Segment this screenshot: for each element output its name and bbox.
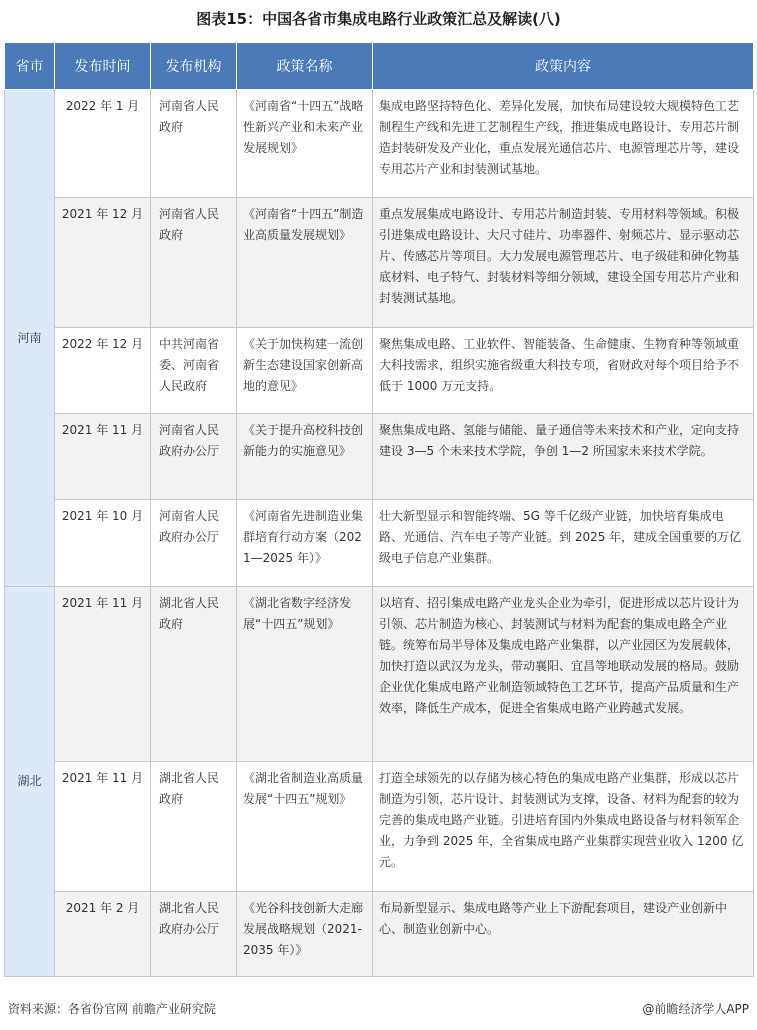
row-org: 河南省人民政府 (151, 198, 237, 328)
chart-title: 图表15：中国各省市集成电路行业政策汇总及解读(八) (196, 10, 561, 28)
row-org: 河南省人民政府办公厅 (151, 500, 237, 587)
header-policy-content: 政策内容 (373, 43, 754, 90)
row-org: 湖北省人民政府办公厅 (151, 892, 237, 977)
row-policy-name: 《湖北省数字经济发展“十四五”规划》 (237, 587, 373, 762)
row-date: 2021 年 10 月 (55, 500, 151, 587)
table-row (5, 414, 754, 500)
row-policy-content: 以培育、招引集成电路产业龙头企业为牵引，促进形成以芯片设计为引领、芯片制造为核心、封装测试与材料为配套的集成电路全产业链。统筹布局半导体及集成电路产业集群，以产业园区为发展载体，加快打造以武汉为龙头，带动襄阳、宜昌等地联动发展的格局。鼓励企业优化集成电路产业制造领域特色工艺环节，提高产品质量和生产效率，降低生产成本，促进全省集成电路产业跨越式发展。 (373, 587, 754, 762)
table-row (5, 892, 754, 977)
row-policy-name: 《河南省“十四五”战略性新兴产业和未来产业发展规划》 (237, 90, 373, 198)
table-row (5, 587, 754, 762)
row-date: 2021 年 11 月 (55, 587, 151, 762)
brand-label: @前瞻经济学人APP (642, 1002, 749, 1016)
row-policy-name: 《关于加快构建一流创新生态建设国家创新高地的意见》 (237, 328, 373, 414)
table-row (5, 762, 754, 892)
header-policy-name: 政策名称 (237, 43, 373, 90)
header-date: 发布时间 (55, 43, 151, 90)
row-org: 湖北省人民政府 (151, 587, 237, 762)
row-policy-content: 集成电路坚持特色化、差异化发展，加快布局建设较大规模特色工艺制程生产线和先进工艺制程生产线，推进集成电路设计、专用芯片制造封装研发及产业化，重点发展光通信芯片、电源管理芯片等，建设专用芯片产业和封装测试基地。 (373, 90, 754, 198)
table-row (5, 500, 754, 587)
province-cell-hubei: 湖北 (5, 587, 55, 977)
table-row (5, 90, 754, 198)
row-org: 河南省人民政府办公厅 (151, 414, 237, 500)
table-header-row (5, 43, 754, 90)
row-policy-content: 重点发展集成电路设计、专用芯片制造封装、专用材料等领域。积极引进集成电路设计、大尺寸硅片、功率器件、射频芯片、显示驱动芯片、传感芯片等项目。大力发展电源管理芯片、电子级硅和砷化物基底材料、电子特气、封装材料等细分领域，建设全国专用芯片产业和封装测试基地。 (373, 198, 754, 328)
row-date: 2022 年 1 月 (55, 90, 151, 198)
row-policy-name: 《湖北省制造业高质量发展“十四五”规划》 (237, 762, 373, 892)
table-row (5, 198, 754, 328)
row-policy-content: 打造全球领先的以存储为核心特色的集成电路产业集群，形成以芯片制造为引领，芯片设计、封装测试为支撑，设备、材料为配套的较为完善的集成电路产业链。引进培育国内外集成电路设备与材料领军企业，力争到 2025 年，全省集成电路产业集群实现营业收入 1200 亿元。 (373, 762, 754, 892)
row-policy-content: 聚焦集成电路、氢能与储能、量子通信等未来技术和产业，定向支持建设 3—5 个未来技术学院，争创 1—2 所国家未来技术学院。 (373, 414, 754, 500)
row-policy-name: 《关于提升高校科技创新能力的实施意见》 (237, 414, 373, 500)
row-org: 湖北省人民政府 (151, 762, 237, 892)
row-policy-name: 《河南省先进制造业集群培育行动方案（2021—2025 年）》 (237, 500, 373, 587)
header-province: 省市 (5, 43, 55, 90)
province-cell-henan: 河南 (5, 90, 55, 587)
source-note: 资料来源：各省份官网 前瞻产业研究院 (8, 1002, 216, 1016)
row-policy-content: 布局新型显示、集成电路等产业上下游配套项目，建设产业创新中心、制造业创新中心。 (373, 892, 754, 977)
policy-table (4, 42, 754, 977)
row-date: 2021 年 2 月 (55, 892, 151, 977)
header-org: 发布机构 (151, 43, 237, 90)
row-org: 中共河南省委、河南省人民政府 (151, 328, 237, 414)
table-row (5, 328, 754, 414)
row-date: 2022 年 12 月 (55, 328, 151, 414)
row-policy-content: 聚焦集成电路、工业软件、智能装备、生命健康、生物育种等领域重大科技需求，组织实施省级重大科技专项，省财政对每个项目给予不低于 1000 万元支持。 (373, 328, 754, 414)
row-date: 2021 年 11 月 (55, 414, 151, 500)
row-policy-content: 壮大新型显示和智能终端、5G 等千亿级产业链，加快培育集成电路、光通信、汽车电子等产业链。到 2025 年，建成全国重要的万亿级电子信息产业集群。 (373, 500, 754, 587)
row-policy-name: 《河南省“十四五”制造业高质量发展规划》 (237, 198, 373, 328)
row-org: 河南省人民政府 (151, 90, 237, 198)
row-policy-name: 《光谷科技创新大走廊发展战略规划（2021-2035 年）》 (237, 892, 373, 977)
row-date: 2021 年 12 月 (55, 198, 151, 328)
row-date: 2021 年 11 月 (55, 762, 151, 892)
footer (8, 1000, 749, 1018)
